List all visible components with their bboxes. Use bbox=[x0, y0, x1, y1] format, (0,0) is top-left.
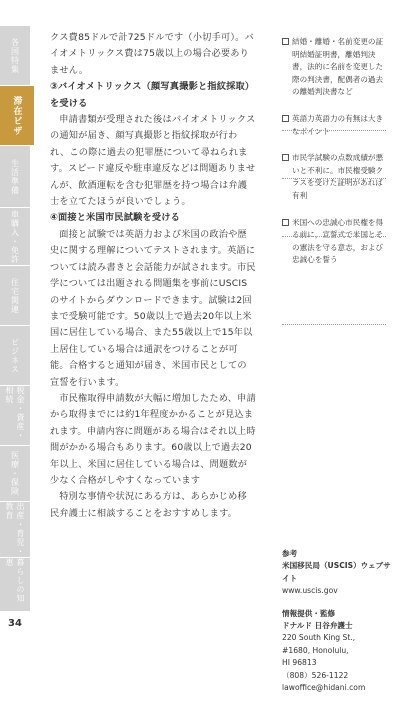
reference-block bbox=[282, 548, 392, 704]
tab-label: 出産・育児・教育 bbox=[5, 502, 25, 556]
tab-childcare[interactable] bbox=[0, 502, 30, 558]
reference-url[interactable]: www.uscis.gov bbox=[282, 586, 338, 596]
checkbox-icon bbox=[282, 115, 289, 122]
paragraph: 特別な事情や状況にある方は、あらかじめ移民弁護士に相談することをおすすめします。 bbox=[50, 491, 247, 519]
checkbox-icon bbox=[282, 219, 289, 226]
section-heading: ④面接と米国市民試験を受ける bbox=[50, 212, 181, 224]
reference-org: 米国移民局（USCIS）ウェブサイト bbox=[282, 561, 391, 583]
note-item bbox=[282, 217, 386, 267]
section-heading: ③バイオメトリックス（顔写真撮影と指紋採取）を受ける bbox=[50, 81, 255, 109]
paragraph: クス費85ドルで計725ドルです（小切手可）。バイオメトリックス費は75歳以上の場合必要ありません。 bbox=[50, 32, 254, 76]
note-text: 米国への忠誠心市民権を得る前に，宣誓式で米国とその憲法を守る意志，および忠誠心を誓う bbox=[292, 217, 384, 265]
info-heading: 情報提供・監修 bbox=[282, 608, 336, 618]
reference-heading: 参考 bbox=[282, 549, 298, 558]
tab-visa[interactable] bbox=[0, 86, 34, 146]
note-item bbox=[282, 36, 386, 99]
divider bbox=[282, 324, 386, 325]
reference-source bbox=[282, 548, 392, 598]
tab-label: 車購入・免許 bbox=[10, 209, 20, 264]
checkbox-icon bbox=[282, 154, 289, 161]
tab-label: 医療・保険 bbox=[10, 451, 20, 496]
tab-tips[interactable] bbox=[0, 558, 30, 612]
tab-housing[interactable] bbox=[0, 266, 30, 326]
tab-car-license[interactable] bbox=[0, 208, 30, 266]
tab-feature[interactable] bbox=[0, 26, 30, 86]
sidebar-tabs bbox=[0, 26, 30, 612]
divider bbox=[282, 178, 386, 179]
tab-label: 生活準備 bbox=[10, 158, 20, 195]
email-address[interactable]: lawoffice@hidani.com bbox=[282, 683, 366, 693]
paragraph: 市民権取得申請数が大幅に増加したため、申請から取得までには約1年程度かかることが見込まれます。申請内容に問題がある場合はそれ以上時間がかかる場合もあります。60歳以上で過去20年以上、米国に居住している場合は、問題数が少なく合格がしやすくなっています bbox=[50, 392, 256, 486]
note-text: 結婚・離婚・名前変更の証明結婚証明書，離婚判決書，法的に名前を変更した際の判決書，配偶者の過去の離婚判決書など bbox=[292, 37, 384, 97]
address-line: #1680, Honolulu, bbox=[282, 645, 349, 655]
reference-supervisor bbox=[282, 608, 392, 695]
divider bbox=[282, 236, 386, 237]
tab-label: 税金・資産・相続 bbox=[5, 386, 25, 440]
note-text: 市民学試験の点数成績が悪いと不利に。市民権受験クラスを受けた証明があれば有利 bbox=[292, 153, 384, 200]
main-text bbox=[50, 30, 256, 522]
paragraph: 申請書類が受理された後はバイオメトリックスの通知が届き、顔写真撮影と指紋採取が行われ、この際に過去の犯罪歴について尋ねられます。スピード違反や駐車違反などは問題ありませんが、飲酒運転を含む犯罪歴を持つ場合は弁護士を立てたほうが良いでしょう。 bbox=[50, 114, 256, 208]
tab-business[interactable] bbox=[0, 326, 30, 386]
tab-medical[interactable] bbox=[0, 446, 30, 502]
tab-label: 住宅関連 bbox=[10, 277, 20, 314]
page-number: 34 bbox=[8, 618, 22, 629]
supervisor-name: ドナルド 日谷弁護士 bbox=[282, 621, 353, 631]
note-text: 英語力英語力の有無は大きなポイント bbox=[292, 113, 384, 136]
paragraph: 面接と試験では英語力および米国の政治や歴史に関する理解についてテストされます。英語については読み書きと会話能力が試されます。市民学については出題される問題集を事前にUSCISのサイトからダウンロードできます。試験は2回まで受験可能です。50歳以上で過去20年以上米国に居住している場合、また55歳以上で15年以上居住している場合は通訳をつけることが可能。合格すると通知が届き、米国市民としての宣誓を行います。 bbox=[50, 228, 256, 388]
tab-label: 各国特集 bbox=[10, 37, 20, 74]
address-line: 220 South King St., bbox=[282, 633, 356, 643]
tab-tax[interactable] bbox=[0, 386, 30, 446]
checkbox-icon bbox=[282, 38, 289, 45]
note-item bbox=[282, 113, 386, 138]
tab-label: 滞在ビザ bbox=[11, 95, 22, 136]
phone-number: （808）526-1122 bbox=[282, 670, 349, 680]
address-line: HI 96813 bbox=[282, 658, 317, 668]
tab-label: 暮らしの知恵 bbox=[5, 558, 25, 603]
tab-label: ビジネス bbox=[10, 337, 20, 374]
divider bbox=[282, 130, 386, 131]
tab-life-prep[interactable] bbox=[0, 146, 30, 208]
checklist-notes bbox=[282, 36, 386, 281]
